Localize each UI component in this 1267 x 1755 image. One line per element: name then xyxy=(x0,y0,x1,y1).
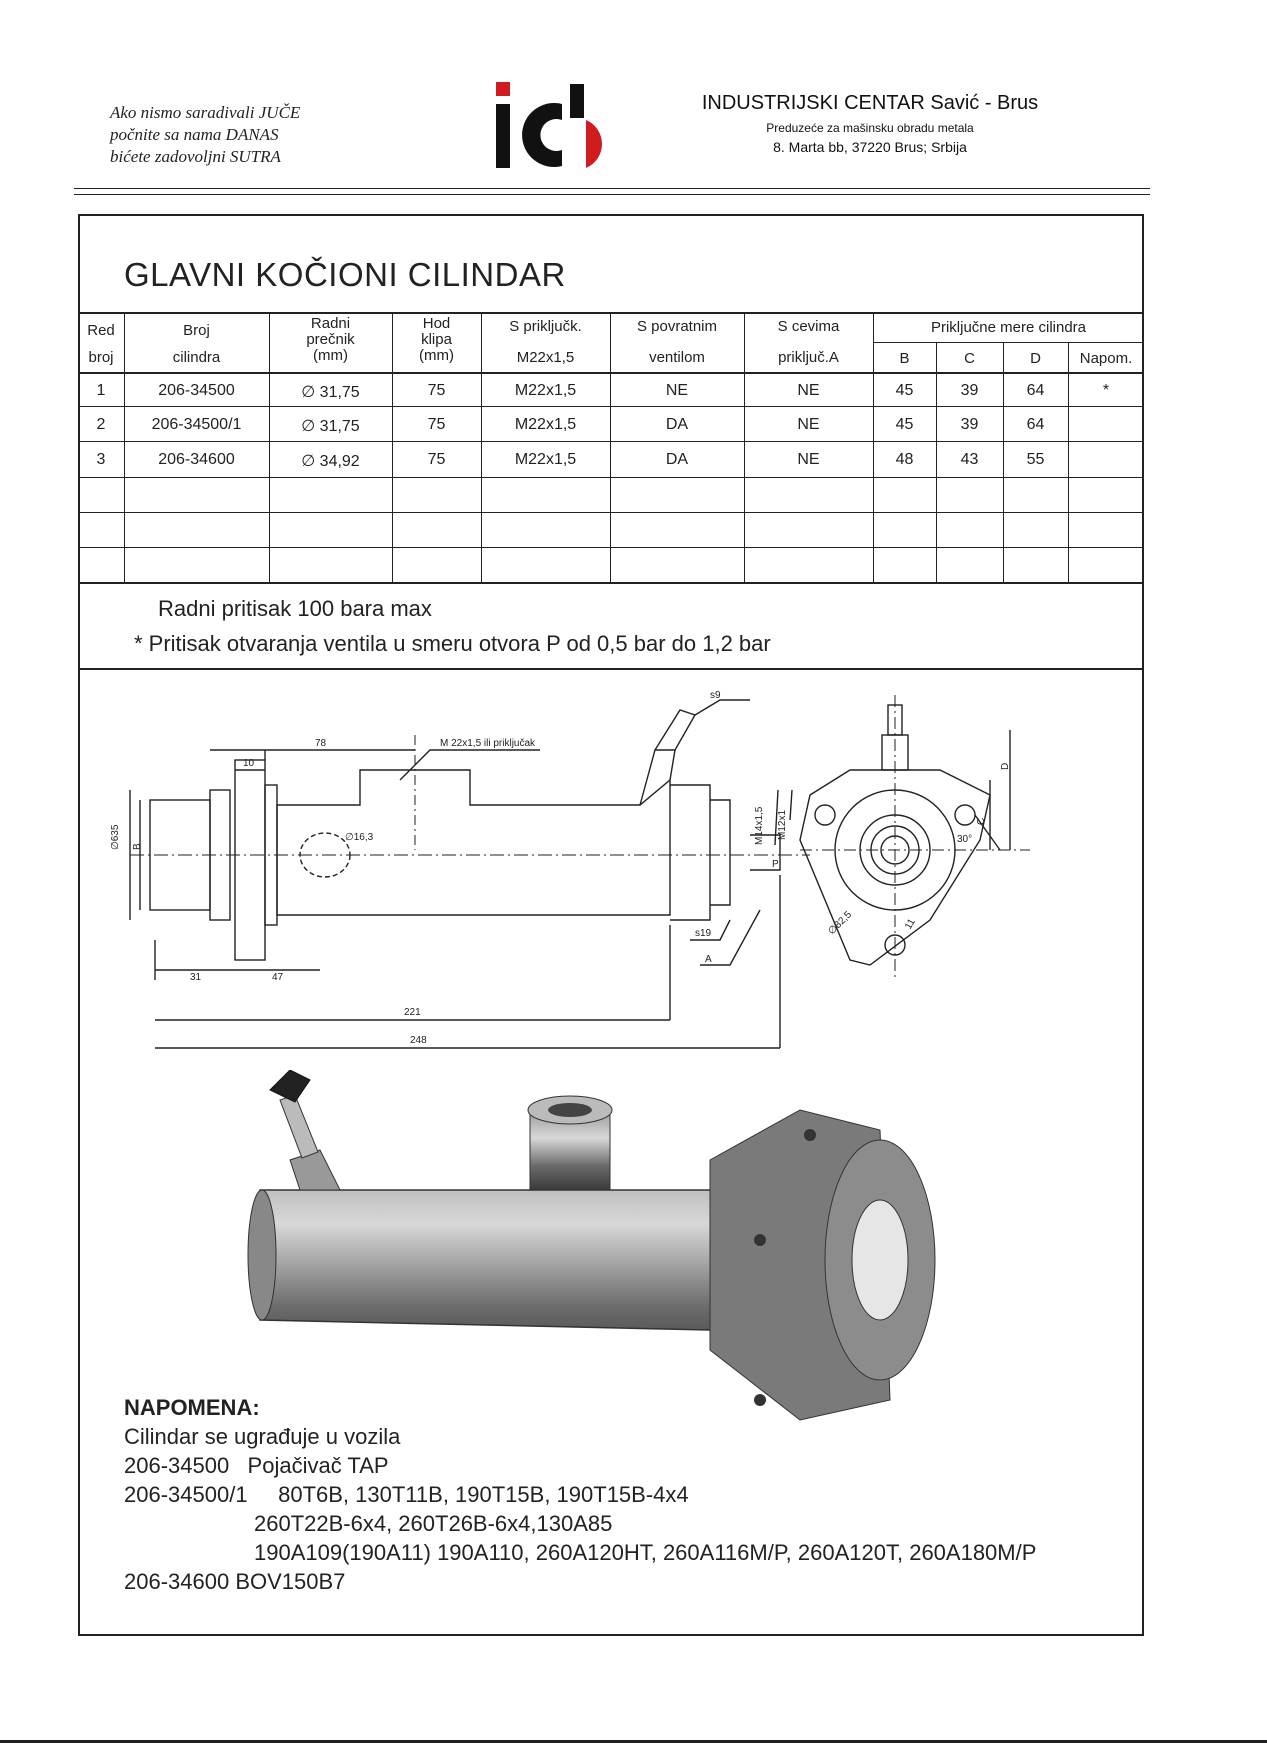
header-prikljucak: S priključk. xyxy=(509,318,582,335)
dim-11: 11 xyxy=(903,917,918,932)
company-subtitle: Preduzeće za mašinsku obradu metala xyxy=(766,121,974,135)
header-cevima: S cevima xyxy=(777,318,840,335)
slogan xyxy=(110,102,300,168)
dim-d: D xyxy=(1000,762,1011,770)
row3-red: 3 xyxy=(96,451,106,468)
row1-prik: M22x1,5 xyxy=(514,382,577,399)
header-m22: M22x1,5 xyxy=(516,349,575,366)
dim-d825: ∅82,5 xyxy=(826,909,855,938)
dim-10: 10 xyxy=(243,758,255,769)
row1-red: 1 xyxy=(96,382,106,399)
dim-m14: M14x1,5 xyxy=(754,806,765,845)
row3-b: 48 xyxy=(895,451,914,468)
row3-povr: DA xyxy=(665,451,689,468)
row2-broj: 206-34500/1 xyxy=(151,416,242,433)
header-napom: Napom. xyxy=(1079,350,1133,367)
drawing-flange xyxy=(235,760,265,960)
row2-prik: M22x1,5 xyxy=(514,416,577,433)
note-pressure: Radni pritisak 100 bara max xyxy=(158,596,432,621)
header-hod-mm: (mm) xyxy=(419,347,454,364)
napomena-section xyxy=(124,1393,1036,1596)
napomena-line: 206-34600 BOV150B7 xyxy=(124,1569,346,1594)
dim-78: 78 xyxy=(315,738,327,749)
row1-broj: 206-34500 xyxy=(158,382,235,399)
header-broj: Broj xyxy=(183,322,210,339)
row2-d: 64 xyxy=(1026,416,1045,433)
header-c: C xyxy=(964,350,975,367)
header-red-broj: broj xyxy=(88,349,114,366)
header-hod: Hod xyxy=(422,315,451,332)
header-divider xyxy=(74,188,1150,189)
header-divider xyxy=(74,194,1150,195)
slogan-line: počnite sa nama DANAS xyxy=(110,125,279,144)
row3-d: 55 xyxy=(1026,451,1045,468)
dim-m12: M12x1 xyxy=(777,809,788,840)
dim-47: 47 xyxy=(272,972,284,983)
row2-precnik: ∅ 31,75 xyxy=(301,418,360,435)
technical-drawing xyxy=(110,690,1130,1070)
row1-napom: * xyxy=(1102,382,1110,399)
row3-cev: NE xyxy=(797,451,820,468)
header-klipa: klipa xyxy=(421,331,452,348)
header-radni: Radni xyxy=(310,315,351,332)
row3-broj: 206-34600 xyxy=(158,451,235,468)
dim-d635: ∅635 xyxy=(110,824,121,850)
drawing-body xyxy=(277,770,670,915)
napomena-line: 190A109(190A11) 190A110, 260A120HT, 260A116M/P, 260A120T, 260A180M/P xyxy=(254,1540,1037,1565)
row2-cev: NE xyxy=(797,416,820,433)
row3-hod: 75 xyxy=(427,451,446,468)
napomena-heading: NAPOMENA: xyxy=(124,1395,260,1420)
row1-d: 64 xyxy=(1026,382,1045,399)
dim-s19: s19 xyxy=(695,928,712,939)
dim-a: A xyxy=(705,954,712,965)
napomena-line: Cilindar se ugrađuje u vozila xyxy=(124,1424,401,1449)
row3-precnik: ∅ 34,92 xyxy=(301,453,360,470)
slogan-line: bićete zadovoljni SUTRA xyxy=(110,147,281,166)
ics-logo xyxy=(494,80,624,170)
row2-b: 45 xyxy=(895,416,914,433)
row2-c: 39 xyxy=(960,416,979,433)
napomena-line: 260T22B-6x4, 260T26B-6x4,130A85 xyxy=(254,1511,613,1536)
company-info xyxy=(680,92,1060,155)
header-d: D xyxy=(1030,350,1041,367)
header-b: B xyxy=(899,350,910,367)
header-radni-mm: (mm) xyxy=(313,347,348,364)
page-title: GLAVNI KOČIONI CILINDAR xyxy=(124,256,566,293)
row1-cev: NE xyxy=(797,382,820,399)
header-red: Red xyxy=(87,322,115,339)
dim-p: P xyxy=(772,859,779,870)
dim-c: C xyxy=(976,817,987,825)
row3-prik: M22x1,5 xyxy=(514,451,577,468)
dim-221: 221 xyxy=(404,1007,421,1018)
dim-31: 31 xyxy=(190,972,202,983)
company-address: 8. Marta bb, 37220 Brus; Srbija xyxy=(773,139,967,155)
napomena-line: 206-34500 Pojačivač TAP xyxy=(124,1453,389,1478)
slogan-line: Ako nismo saradivali JUČE xyxy=(110,103,301,122)
header-prikljuc-a: priključ.A xyxy=(778,349,839,366)
dim-30deg: 30° xyxy=(957,834,973,845)
header-prikljucne-mere: Priključne mere cilindra xyxy=(930,319,1087,336)
row2-hod: 75 xyxy=(427,416,446,433)
row2-red: 2 xyxy=(96,416,106,433)
header-ventilom: ventilom xyxy=(649,349,705,366)
napomena-line: 206-34500/1 80T6B, 130T11B, 190T15B, 190T15B-4x4 xyxy=(124,1482,689,1507)
note-valve-pressure: * Pritisak otvaranja ventila u smeru otvora P od 0,5 bar do 1,2 bar xyxy=(134,631,771,656)
bottom-edge-line xyxy=(0,1740,1267,1743)
row1-b: 45 xyxy=(895,382,914,399)
row1-c: 39 xyxy=(960,382,979,399)
header-precnik: prečnik xyxy=(306,331,355,348)
dim-b: B xyxy=(132,843,143,850)
row2-povr: DA xyxy=(665,416,689,433)
header-povratnim: S povratnim xyxy=(636,318,718,335)
row1-precnik: ∅ 31,75 xyxy=(301,384,360,401)
row3-c: 43 xyxy=(960,451,979,468)
dim-d163: ∅16,3 xyxy=(345,832,374,843)
company-name: INDUSTRIJSKI CENTAR Savić - Brus xyxy=(701,92,1039,114)
dim-248: 248 xyxy=(410,1035,427,1046)
row1-povr: NE xyxy=(665,382,689,399)
row1-hod: 75 xyxy=(427,382,446,399)
header-cilindra: cilindra xyxy=(172,349,221,366)
dim-s9: s9 xyxy=(710,690,721,701)
dim-m22: M 22x1,5 ili priključak xyxy=(440,738,536,749)
